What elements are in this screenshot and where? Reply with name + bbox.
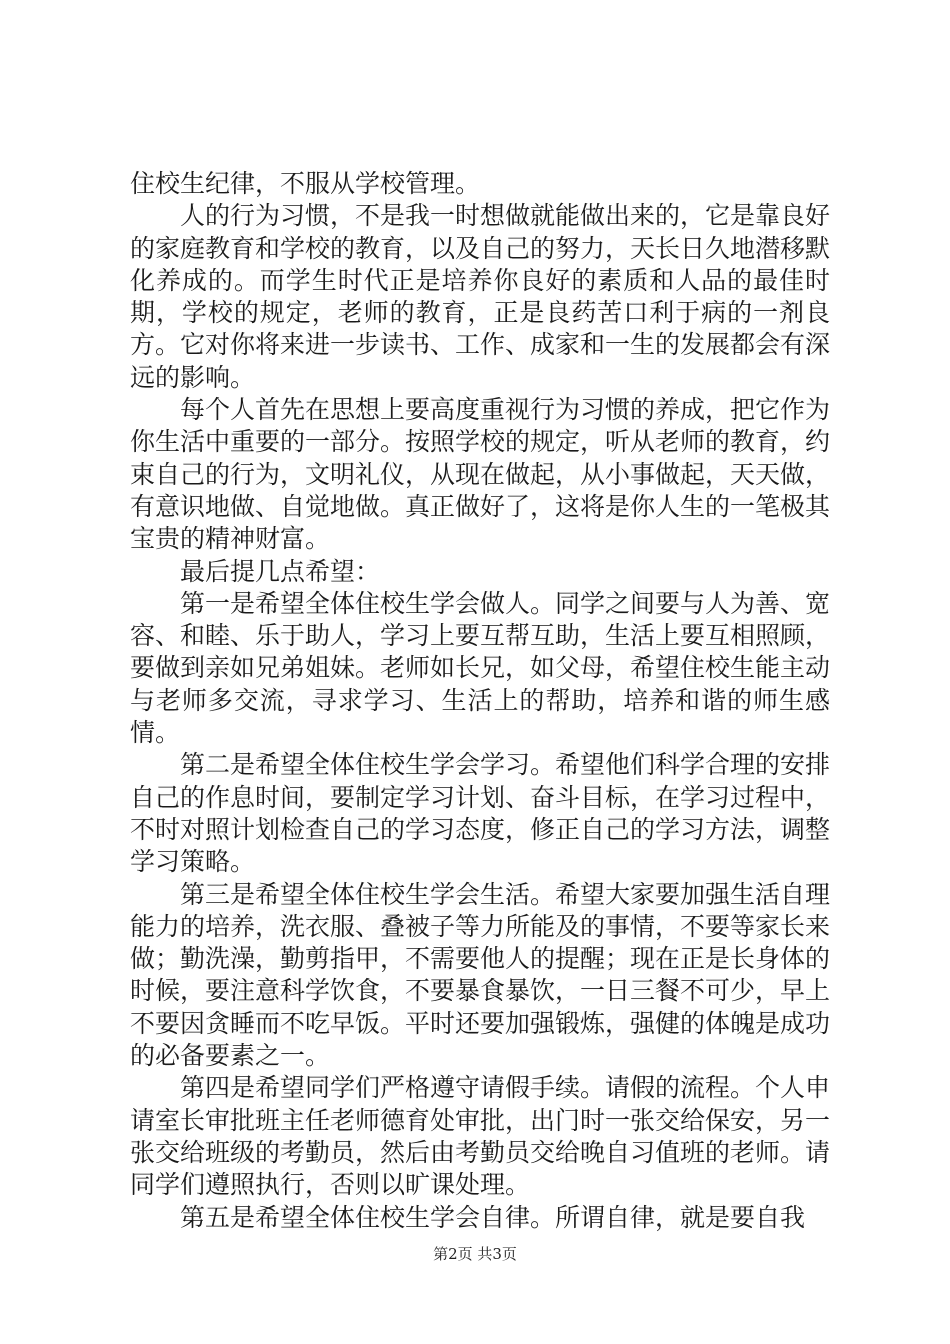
paragraph: 人的行为习惯，不是我一时想做就能做出来的，它是靠良好的家庭教育和学校的教育，以及自己的努力，天长日久地潜移默化养成的。而学生时代正是培养你良好的素质和人品的最佳时期，学校的规定，老师的教育，正是良药苦口利于病的一剂良方。它对你将来进一步读书、工作、成家和一生的发展都会有深远的影响。 — [130, 201, 831, 392]
paragraph: 第五是希望全体住校生学会自律。所谓自律，就是要自我 — [180, 1202, 806, 1232]
paragraph: 每个人首先在思想上要高度重视行为习惯的养成，把它作为你生活中重要的一部分。按照学校的规定，听从老师的教育，约束自己的行为，文明礼仪，从现在做起，从小事做起，天天做，有意识地做、自觉地做。真正做好了，这将是你人生的一笔极其宝贵的精神财富。 — [130, 395, 831, 554]
document-body — [130, 168, 830, 1234]
paragraph: 第三是希望全体住校生学会生活。希望大家要加强生活自理能力的培养，洗衣服、叠被子等力所能及的事情，不要等家长来做；勤洗澡，勤剪指甲，不需要他人的提醒；现在正是长身体的时候，要注意科学饮食，不要暴食暴饮，一日三餐不可少，早上不要因贪睡而不吃早饭。平时还要加强锻炼，强健的体魄是成功的必备要素之一。 — [130, 879, 831, 1071]
paragraph: 住校生纪律，不服从学校管理。 — [130, 169, 481, 198]
page-footer: 第2页 共3页 — [433, 1245, 517, 1263]
paragraph: 第四是希望同学们严格遵守请假手续。请假的流程。个人申请室长审批班主任老师德育处审批，出门时一张交给保安，另一张交给班级的考勤员，然后由考勤员交给晚自习值班的老师。请同学们遵照执行，否则以旷课处理。 — [130, 1073, 831, 1200]
paragraph: 第二是希望全体住校生学会学习。希望他们科学合理的安排自己的作息时间，要制定学习计划、奋斗目标，在学习过程中，不时对照计划检查自己的学习态度，修正自己的学习方法，调整学习策略。 — [130, 750, 831, 877]
paragraph: 最后提几点希望： — [180, 556, 381, 586]
paragraph: 第一是希望全体住校生学会做人。同学之间要与人为善、宽容、和睦、乐于助人，学习上要互帮互助，生活上要互相照顾，要做到亲如兄弟姐妹。老师如长兄，如父母，希望住校生能主动与老师多交流，寻求学习、生活上的帮助，培养和谐的师生感情。 — [130, 588, 831, 748]
